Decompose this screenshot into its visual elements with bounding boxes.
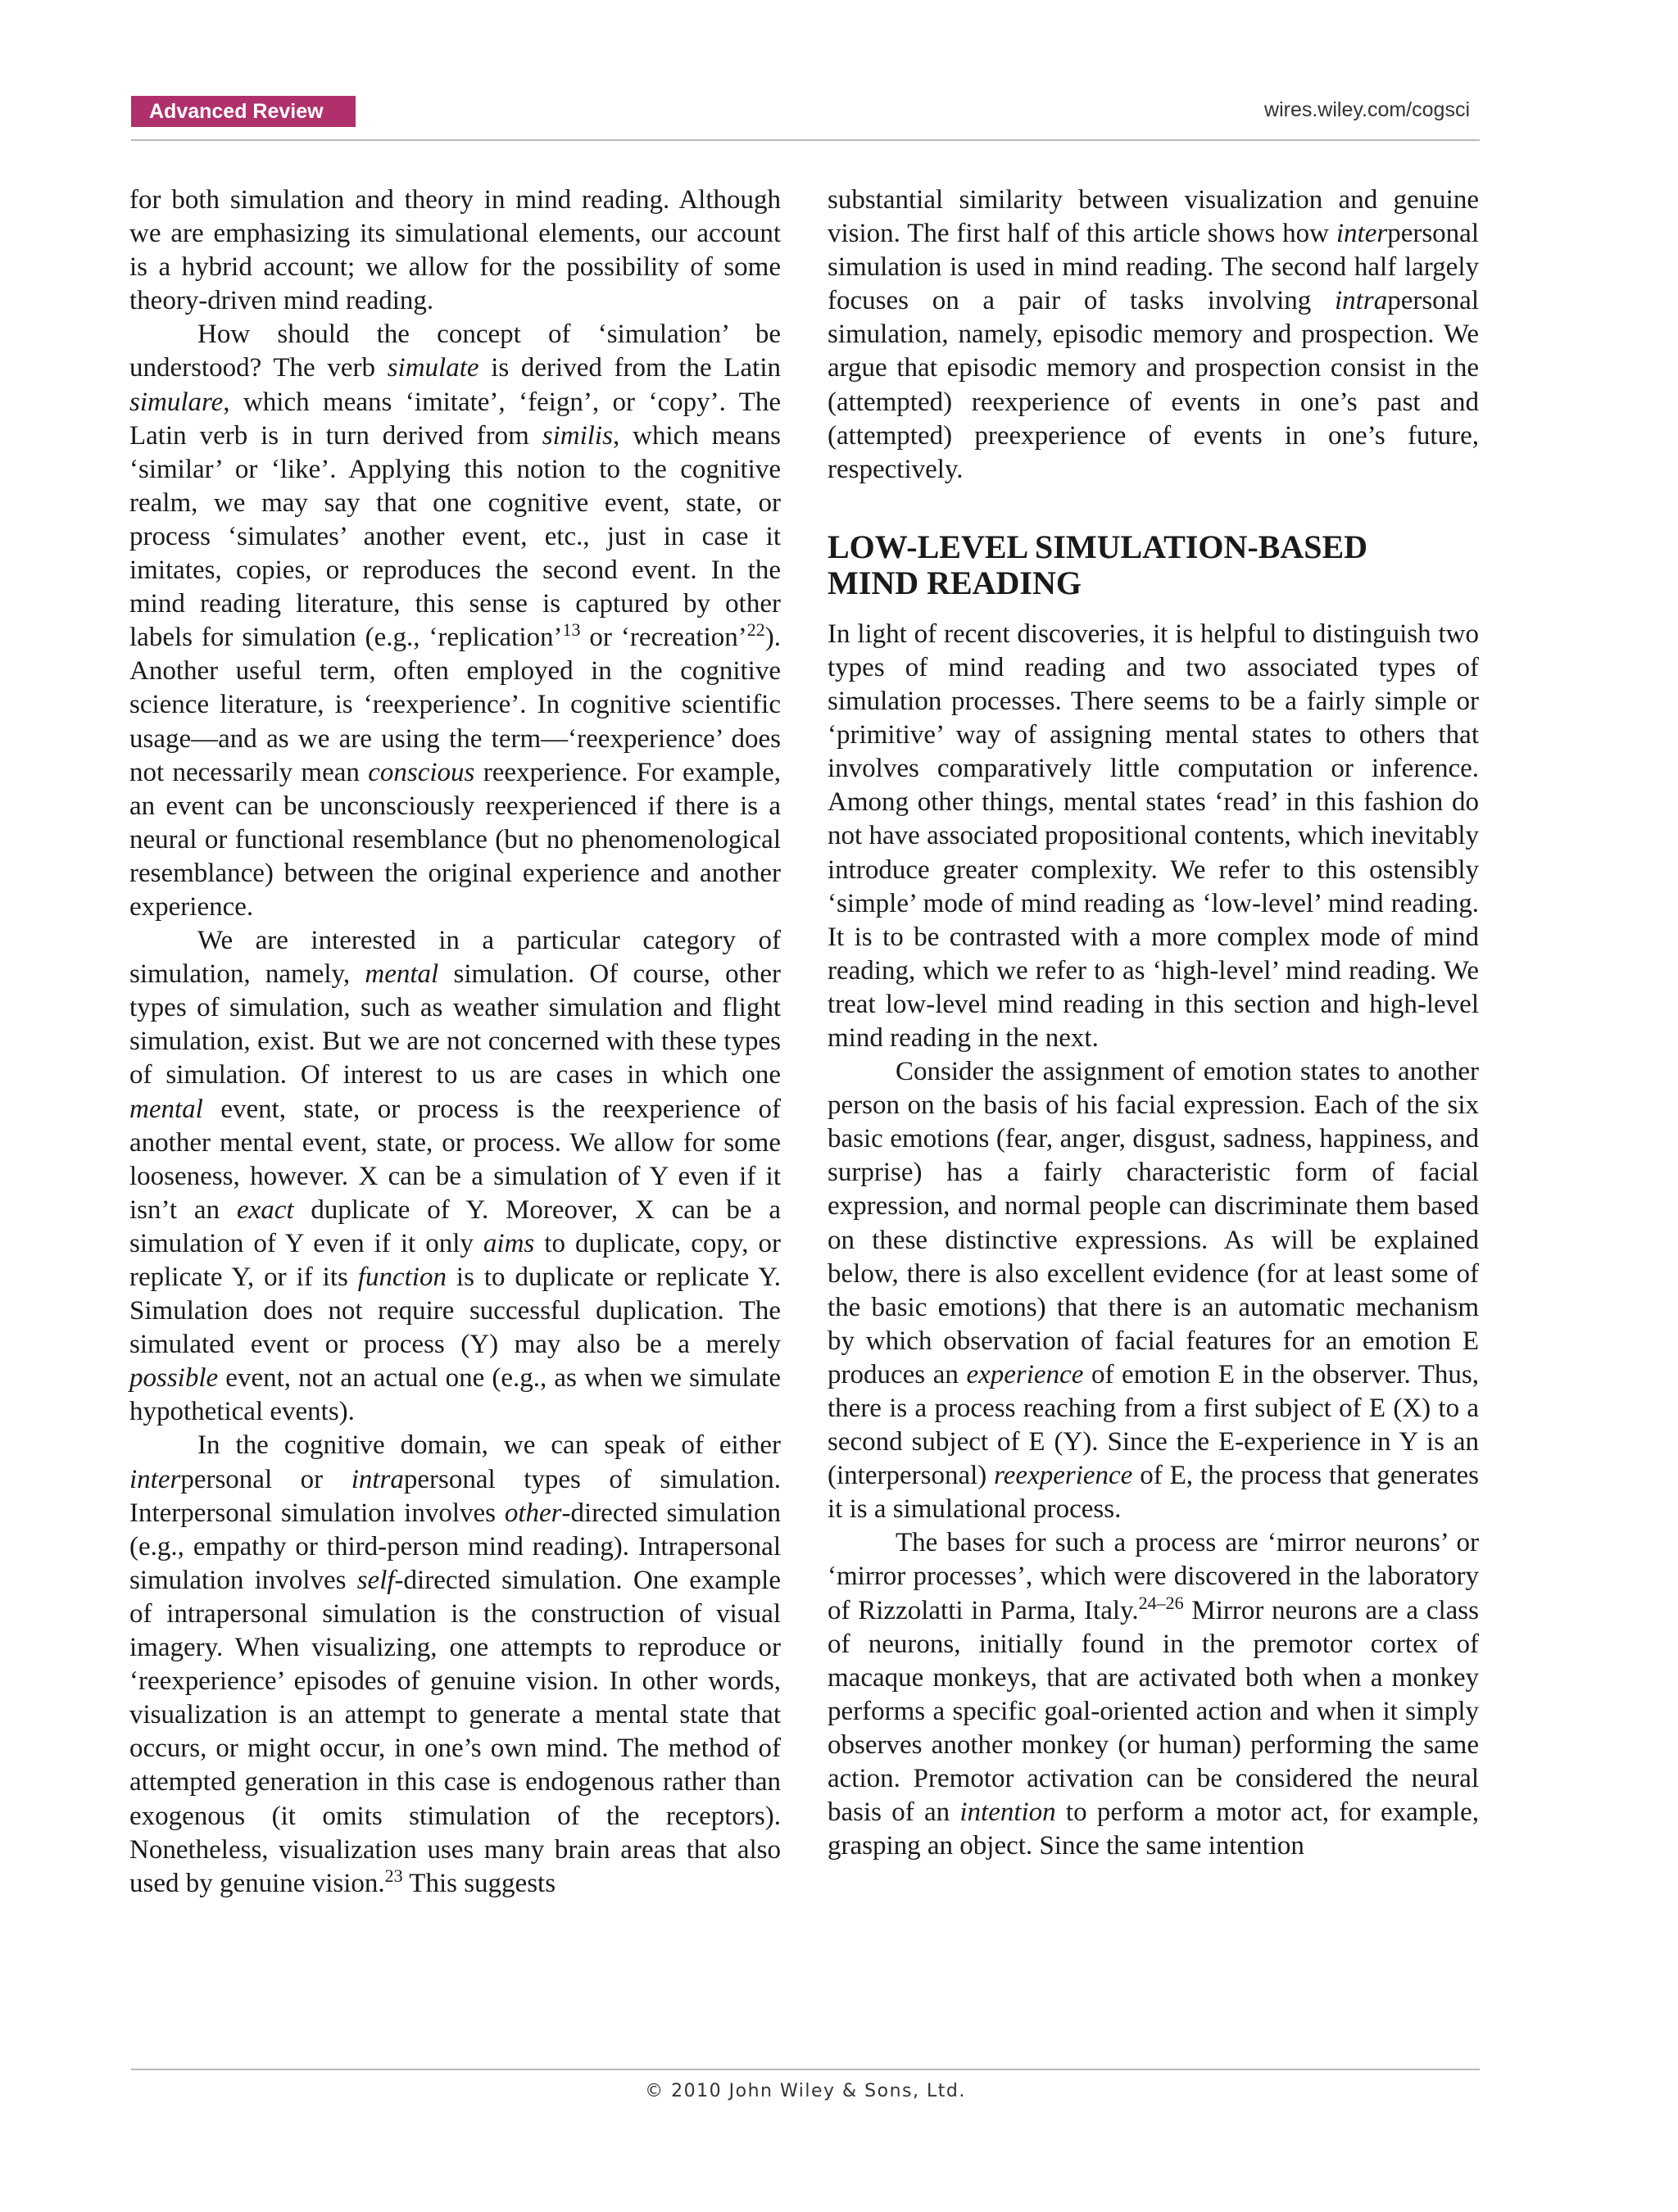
copyright: © 2010 John Wiley & Sons, Ltd. <box>645 2081 966 2101</box>
paragraph: Consider the assignment of emotion states to another person on the basis of his facial expression. Each of the six basic emotions (fear, anger, disgust, sadness, happiness, and surprise) has a fairly characteristic form of facial expression, and normal people can discriminate them based on these distinctive expressions. As will be explained below, there is also excellent evidence (for at least some of the basic emotions) that there is an automatic mechanism by which observation of facial features for an emotion E produces an experience of emotion E in the observer. Thus, there is a process reaching from a first subject of E (X) to a second subject of E (Y). Since the E-experience in Y is an (interpersonal) reexperience of E, the process that generates it is a simulational process. <box>828 1057 1480 1525</box>
section-tag: Advanced Review <box>131 96 356 127</box>
header-divider <box>131 139 1480 141</box>
citation[interactable]: 23 <box>384 1865 403 1886</box>
paragraph: In the cognitive domain, we can speak of either interpersonal or intrapersonal types of simulation. Interpersonal simulation involves other-directed simulation (e.g., empathy or third-person mind reading). Intrapersonal simulation involves self-directed simulation. One example of intrapersonal simulation is the construction of visual imagery. When visualizing, one attempts to reproduce or ‘reexperience’ episodes of genuine vision. In other words, visualization is an attempt to generate a mental state that occurs, or might occur, in one’s own mind. The method of attempted generation in this case is endogenous rather than exogenous (it omits stimulation of the receptors). Nonetheless, visualization uses many brain areas that also used by genuine vision.$^{23}$ This suggests <box>129 1430 781 1898</box>
citation[interactable]: 13 <box>562 619 581 641</box>
citation[interactable]: 24–26 <box>1138 1592 1184 1613</box>
paragraph: The bases for such a process are ‘mirror neurons’ or ‘mirror processes’, which were discovered in the laboratory of Rizzolatti in Parma, Italy.$^{24-26}$ Mirror neurons are a class of neurons, initially found in the premotor cortex of macaque monkeys, that are activated both when a monkey performs a specific goal-oriented action and when it simply observes another monkey (or human) performing the same action. Premotor activation can be considered the neural basis of an intention to perform a motor act, for example, grasping an object. Since the same intention <box>828 1528 1479 1861</box>
paragraph: for both simulation and theory in mind reading. Although we are emphasizing its simulational elements, our account is a hybrid account; we allow for the possibility of some theory-driven mind reading. <box>129 185 781 316</box>
paragraph: In light of recent discoveries, it is helpful to distinguish two types of mind reading and two associated types of simulation processes. There seems to be a fairly simple or ‘primitive’ way of assigning mental states to others that involves comparatively little computation or inference. Among other things, mental states ‘read’ in this fashion do not have associated propositional contents, which inevitably introduce greater complexity. We refer to this ostensibly ‘simple’ mode of mind reading as ‘low-level’ mind reading. It is to be contrasted with a more complex mode of mind reading, which we refer to as ‘high-level’ mind reading. We treat low-level mind reading in this section and high-level mind reading in the next. <box>828 619 1479 1053</box>
left-column <box>129 184 781 1901</box>
right-column <box>828 184 1479 1863</box>
paragraph: We are interested in a particular category of simulation, namely, mental simulation. Of course, other types of simulation, such as weather simulation and flight simulation, exist. But we are not concerned with these types of simulation. Of interest to us are cases in which one mental event, state, or process is the reexperience of another mental event, state, or process. We allow for some looseness, however. X can be a simulation of Y even if it isn’t an exact duplicate of Y. Moreover, X can be a simulation of Y even if it only aims to duplicate, copy, or replicate Y, or if its function is to duplicate or replicate Y. Simulation does not require successful duplication. The simulated event or process (Y) may also be a merely possible event, not an actual one (e.g., as when we simulate hypothetical events). <box>129 926 781 1427</box>
section-heading: LOW-LEVEL SIMULATION-BASED MIND READING <box>828 528 1368 601</box>
paragraph: How should the concept of ‘simulation’ be understood? The verb simulate is derived from the Latin simulare, which means ‘imitate’, ‘feign’, or ‘copy’. The Latin verb is in turn derived from similis, which means ‘similar’ or ‘like’. Applying this notion to the cognitive realm, we may say that one cognitive event, state, or process ‘simulates’ another event, etc., just in case it imitates, copies, or reproduces the second event. In the mind reading literature, this sense is captured by other labels for simulation (e.g., ‘replication’$^{13}$ or ‘recreation’$^{22}$). Another useful term, often employed in the cognitive science literature, is ‘reexperience’. In cognitive scientific usage—and as we are using the term—‘reexperience’ does not necessarily mean conscious reexperience. For example, an event can be unconsciously reexperienced if there is a neural or functional resemblance (but no phenomenological resemblance) between the original experience and another experience. <box>129 320 782 922</box>
paragraph: substantial similarity between visualization and genuine vision. The first half of this article shows how interpersonal simulation is used in mind reading. The second half largely focuses on a pair of tasks involving intrapersonal simulation, namely, episodic memory and prospection. We argue that episodic memory and prospection consist in the (attempted) reexperience of events in one’s past and (attempted) preexperience of events in one’s future, respectively. <box>828 185 1479 484</box>
citation[interactable]: 22 <box>746 619 765 641</box>
footer-divider <box>131 2069 1480 2070</box>
journal-url[interactable]: wires.wiley.com/cogsci <box>1264 98 1470 121</box>
